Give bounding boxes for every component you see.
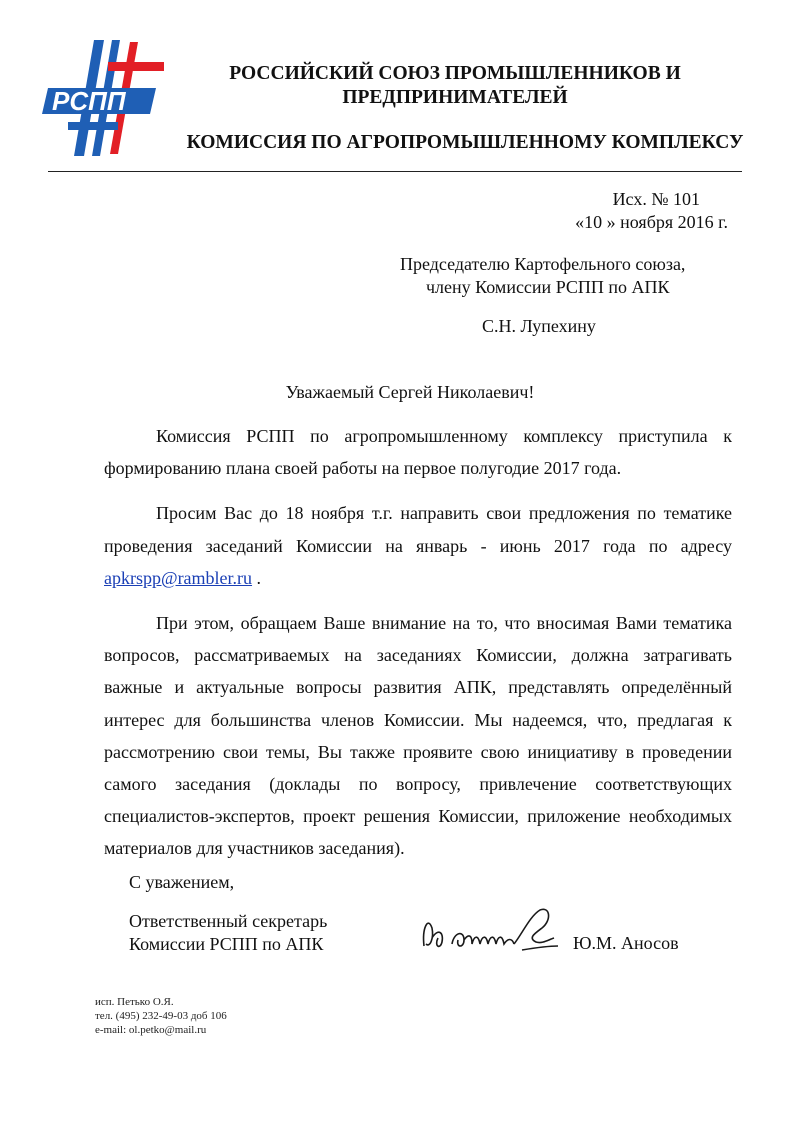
reference-date: «10 » ноября 2016 г. [575,212,728,232]
body-paragraph-3: При этом, обращаем Ваше внимание на то, что вносимая Вами тематика вопросов, рассматриваемых на заседаниях Комиссии, должна затрагивать важные и актуальные вопросы развития АПК, представлять определённый интерес для большинства членов Комиссии. Мы надеемся, что, предлагая к рассмотрению свои темы, Вы также проявите свою инициативу в проведении самого заседания (доклады по вопросу, привлечение соответствующих специалистов-экспертов, проект решения Комиссии, приложение необходимых материалов для участников заседания). [104,613,732,859]
handwritten-signature [418,898,568,958]
organization-name [180,62,730,110]
addressee-position: Председателю Картофельного союза, [400,254,686,274]
signatory-title [129,910,327,956]
addressee-name: С.Н. Лупехину [482,316,596,336]
body-paragraph-2-text: Просим Вас до 18 ноября т.г. направить свои предложения по тематике проведения заседаний Комиссии на январь - июнь 2017 года по адресу [104,503,732,556]
greeting: Уважаемый Сергей Николаевич! [285,382,535,402]
letter-body [104,420,732,865]
outgoing-reference [575,188,728,234]
closing-phrase: С уважением, [129,872,235,892]
commission-title: КОМИССИЯ ПО АГРОПРОМЫШЛЕННОМУ КОМПЛЕКСУ [186,132,744,153]
email-link[interactable]: apkrspp@rambler.ru [104,567,253,588]
body-paragraph-2 [104,497,732,594]
svg-text:РСПП: РСПП [52,86,126,116]
org-name-line-1: РОССИЙСКИЙ СОЮЗ ПРОМЫШЛЕННИКОВ И [229,63,681,84]
executor-contacts [95,995,227,1037]
body-paragraph-1: Комиссия РСПП по агропромышленному комплексу приступила к формированию плана своей работы на первое полугодие 2017 года. [104,426,732,479]
executor-name: исп. Петько О.Я. [95,996,174,1008]
org-name-line-2: ПРЕДПРИНИМАТЕЛЕЙ [342,87,568,108]
executor-phone: тел. (495) 232-49-03 доб 106 [95,1010,227,1022]
body-paragraph-2-end: . [252,567,262,588]
addressee-block [400,253,685,299]
executor-email: e-mail: ol.petko@mail.ru [95,1024,207,1036]
reference-number: Исх. № 101 [612,189,700,209]
addressee-membership: члену Комиссии РСПП по АПК [426,277,670,297]
rspp-logo [38,38,168,158]
signatory-title-line-2: Комиссии РСПП по АПК [129,934,324,954]
signer-name: Ю.М. Аносов [573,933,679,953]
header-divider [48,171,742,172]
signatory-title-line-1: Ответственный секретарь [129,911,328,931]
